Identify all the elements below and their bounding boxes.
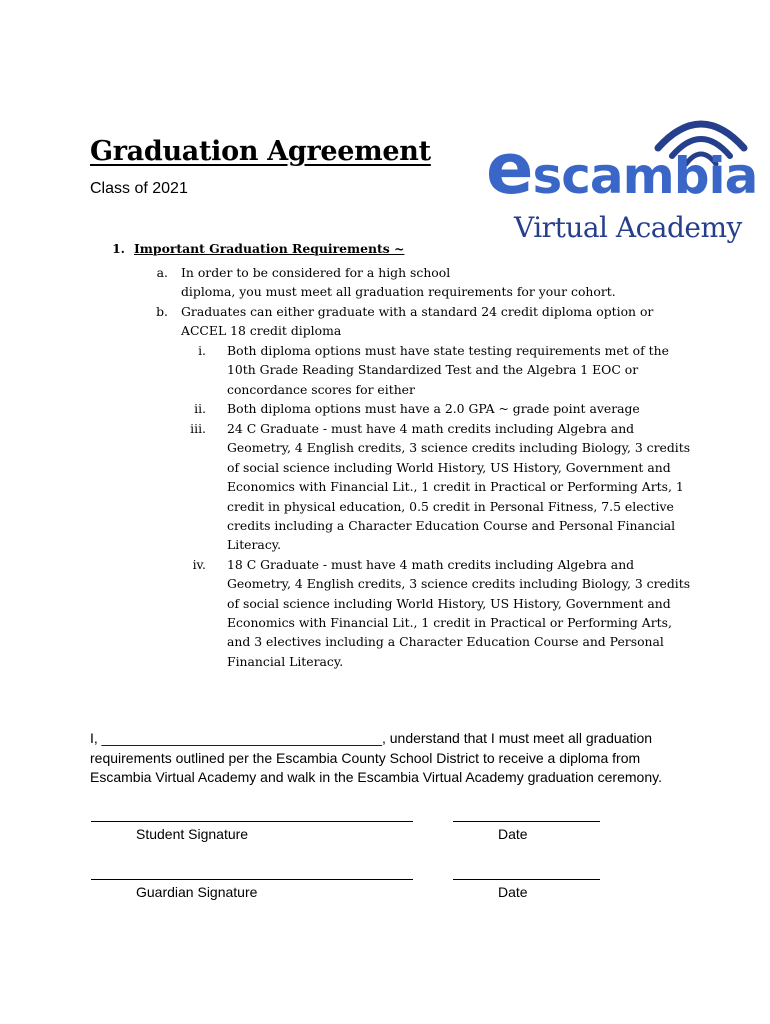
subitem-iii-marker: iii. [190,421,206,436]
subitem-i-line: 10th Grade Reading Standardized Test and the Algebra 1 EOC or [227,362,639,377]
logo-wordmark [486,128,758,210]
logo-subtitle: Virtual Academy [514,211,742,244]
subitem-iv-line: and 3 electives including a Character Education Course and Personal [227,634,664,649]
agreement-line: Escambia Virtual Academy and walk in the Escambia Virtual Academy graduation ceremony. [90,769,662,785]
page-subtitle: Class of 2021 [90,180,188,197]
subitem-iii-line: of social science including World History, US History, Government and [227,460,671,475]
guardian-date-line[interactable] [453,879,600,880]
subitem-iii-line: 24 C Graduate - must have 4 math credits including Algebra and [227,421,635,436]
agreement-statement [90,729,690,788]
item-a-line: diploma, you must meet all graduation requirements for your cohort. [181,284,616,299]
logo-initial: e [486,128,533,210]
student-date-line[interactable] [453,821,600,822]
logo-word: scambia [532,147,758,205]
page-title: Graduation Agreement [90,136,431,167]
requirements-heading: Important Graduation Requirements ~ [134,241,405,256]
subitem-iv-line: Economics with Financial Lit., 1 credit in Practical or Performing Arts, [227,615,672,630]
guardian-signature-line[interactable] [91,879,413,880]
subitem-ii-line: Both diploma options must have a 2.0 GPA ~ grade point average [227,401,640,416]
escambia-logo [486,108,758,258]
item-b-line: Graduates can either graduate with a standard 24 credit diploma option or [181,304,654,319]
subitem-iii-line: credit in physical education, 0.5 credit in Personal Fitness, 7.5 elective [227,499,674,514]
item-b-marker: b. [156,304,168,319]
guardian-signature-label: Guardian Signature [136,884,258,900]
item-a-marker: a. [156,265,168,280]
guardian-date-label: Date [498,884,528,900]
item-b-line: ACCEL 18 credit diploma [181,323,342,338]
agreement-line: I, ____________________________________, understand that I must meet all graduation [90,730,653,746]
agreement-line: requirements outlined per the Escambia County School District to receive a diploma from [90,749,641,766]
subitem-iv-line: of social science including World History, US History, Government and [227,596,671,611]
subitem-iii-line: Geometry, 4 English credits, 3 science credits including Biology, 3 credits [227,440,691,455]
subitem-i-marker: i. [198,343,206,358]
subitem-iv-line: 18 C Graduate - must have 4 math credits including Algebra and [227,557,635,572]
subitem-ii-marker: ii. [194,401,206,416]
student-date-label: Date [498,826,528,842]
subitem-iv-marker: iv. [192,557,206,572]
student-signature-label: Student Signature [136,826,249,842]
requirements-number: 1. [112,241,125,256]
subitem-i-line: concordance scores for either [227,382,415,397]
item-a-line: In order to be considered for a high school [181,265,451,280]
subitem-iii-line: credits including a Character Education Course and Personal Financial [227,518,676,533]
subitem-iii-line: Literacy. [227,537,282,552]
subitem-iv-line: Geometry, 4 English credits, 3 science credits including Biology, 3 credits [227,576,691,591]
subitem-i-line: Both diploma options must have state testing requirements met of the [227,343,669,358]
subitem-iii-line: Economics with Financial Lit., 1 credit in Practical or Performing Arts, 1 [227,479,684,494]
subitem-iv-line: Financial Literacy. [227,654,344,669]
student-signature-line[interactable] [91,821,413,822]
